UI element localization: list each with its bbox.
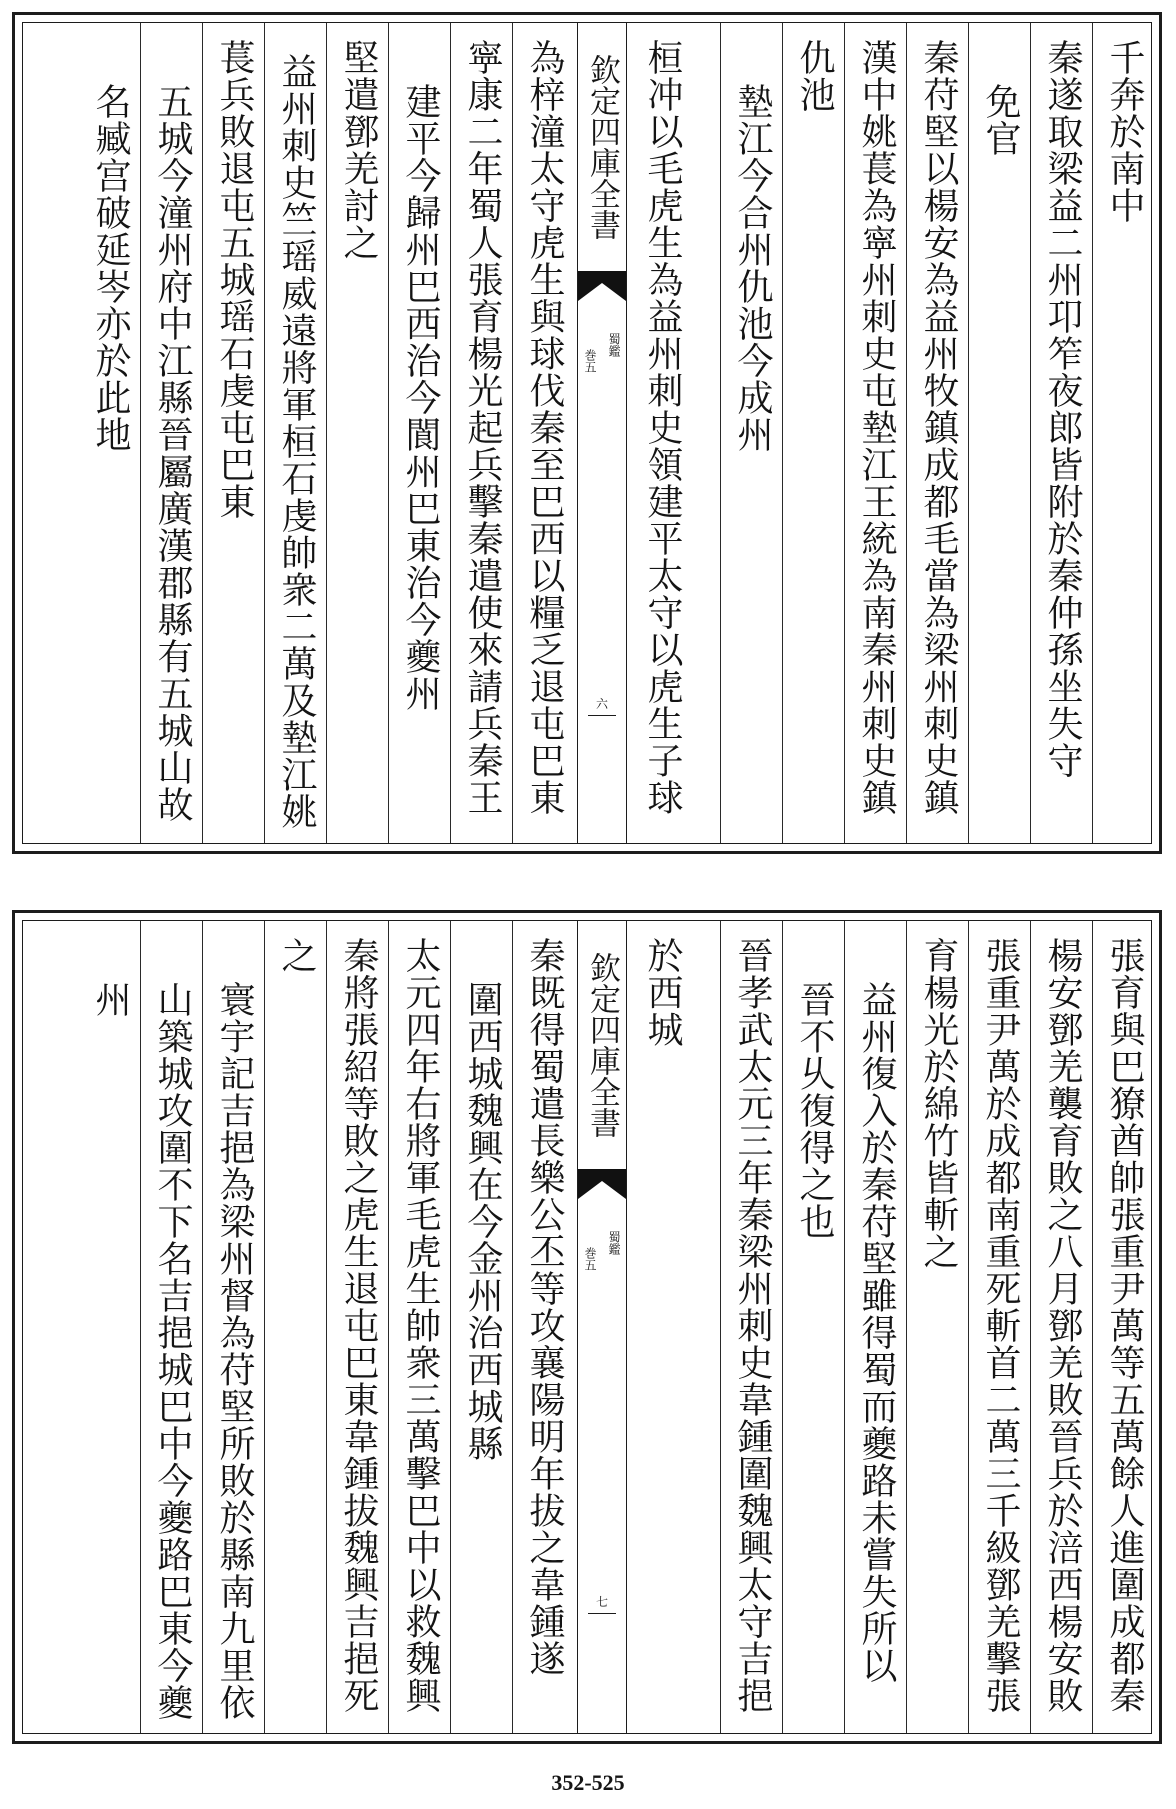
column-rule <box>388 23 389 843</box>
text-column: 墊江今合州仇池今成州 <box>732 83 773 453</box>
text-column: 於西城 <box>642 937 683 1048</box>
text-column: 免官 <box>980 83 1021 157</box>
text-column: 育楊光於綿竹皆斬之 <box>918 937 959 1270</box>
text-column: 張育與巴獠酋帥張重尹萬等五萬餘人進圍成都秦 <box>1104 937 1145 1714</box>
column-rule <box>512 921 513 1733</box>
fishtail-mark-icon <box>578 1169 626 1203</box>
text-column: 仇池 <box>794 39 835 113</box>
text-column: 桓冲以毛虎生為益州刺史領建平太守以虎生子球 <box>642 39 683 816</box>
text-column: 山築城攻圍不下名吉挹城巴中今夔路巴東今夔 <box>152 981 193 1721</box>
gutter-page-number: 七 <box>595 1595 608 1609</box>
text-column: 堅遣鄧羌討之 <box>338 39 379 261</box>
text-column: 張重尹萬於成都南重死斬首二萬三千級鄧羌擊張 <box>980 937 1021 1714</box>
text-column: 秦苻堅以楊安為益州牧鎮成都毛當為梁州刺史鎮 <box>918 39 959 816</box>
bottom-page-text-block <box>22 920 1152 1734</box>
column-rule <box>720 23 721 843</box>
text-column: 晉不乆復得之也 <box>794 981 835 1240</box>
top-page-text-block <box>22 22 1152 844</box>
column-rule <box>326 23 327 843</box>
text-column: 寜康二年蜀人張育楊光起兵擊秦遣使來請兵秦王 <box>462 39 503 816</box>
column-rule <box>140 23 141 843</box>
text-column: 千奔於南中 <box>1104 39 1145 224</box>
text-column: 五城今潼州府中江縣晉屬廣漢郡縣有五城山故 <box>152 83 193 823</box>
text-column: 益州復入於秦苻堅雖得蜀而夔路未嘗失所以 <box>856 981 897 1684</box>
text-column: 之 <box>276 937 317 974</box>
text-column: 秦將張紹等敗之虎生退屯巴東韋鍾拔魏興吉挹死 <box>338 937 379 1714</box>
column-rule <box>264 921 265 1733</box>
column-rule <box>1092 921 1093 1733</box>
text-column: 晉孝武太元三年秦梁州刺史韋鍾圍魏興太守吉挹 <box>732 937 773 1714</box>
column-rule <box>202 23 203 843</box>
column-rule <box>388 921 389 1733</box>
text-column: 秦既得蜀遣長樂公丕等攻襄陽明年拔之韋鍾遂 <box>524 937 565 1677</box>
text-column: 寰宇記吉挹為梁州督為苻堅所敗於縣南九里依 <box>214 981 255 1721</box>
column-rule <box>906 921 907 1733</box>
column-rule <box>140 921 141 1733</box>
column-rule <box>720 921 721 1733</box>
column-rule <box>264 23 265 843</box>
text-column: 圍西城魏興在今金州治西城縣 <box>462 981 503 1462</box>
column-rule <box>326 921 327 1733</box>
gutter-book-title: 蜀鑑 <box>607 333 621 357</box>
gutter-juan-number: 巻五 <box>583 1247 597 1271</box>
bottom-page-frame <box>12 910 1162 1744</box>
text-column: 萇兵敗退屯五城瑶石虔屯巴東 <box>214 39 255 520</box>
text-column: 州 <box>90 981 131 1018</box>
page-gutter <box>577 921 627 1733</box>
gutter-book-title: 蜀鑑 <box>607 1231 621 1255</box>
text-column: 漢中姚萇為寜州刺史屯墊江王統為南秦州刺史鎮 <box>856 39 897 816</box>
column-rule <box>844 921 845 1733</box>
gutter-divider <box>588 715 616 716</box>
fishtail-mark-icon <box>578 271 626 305</box>
top-page-frame <box>12 12 1162 854</box>
column-rule <box>906 23 907 843</box>
text-column: 名臧宫破延岑亦於此地 <box>90 83 131 453</box>
column-rule <box>968 921 969 1733</box>
column-rule <box>782 23 783 843</box>
text-column: 秦遂取梁益二州卭笮夜郎皆附於秦仲孫坐失守 <box>1042 39 1083 779</box>
page-gutter <box>577 23 627 843</box>
text-column: 太元四年右將軍毛虎生帥衆三萬擊巴中以救魏興 <box>400 937 441 1714</box>
text-column: 益州刺史竺瑶威遠將軍桓石虔帥衆二萬及墊江姚 <box>276 53 317 830</box>
column-rule <box>450 921 451 1733</box>
column-rule <box>1092 23 1093 843</box>
gutter-title: 欽定四庫全書 <box>584 952 620 1138</box>
column-rule <box>1030 23 1031 843</box>
column-rule <box>512 23 513 843</box>
text-column: 為梓潼太守虎生與球伐秦至巴西以糧乏退屯巴東 <box>524 39 565 816</box>
gutter-divider <box>588 1613 616 1614</box>
column-rule <box>202 921 203 1733</box>
column-rule <box>1030 921 1031 1733</box>
gutter-page-number: 六 <box>595 697 608 711</box>
text-column: 建平今歸州巴西治今閬州巴東治今夔州 <box>400 83 441 712</box>
column-rule <box>844 23 845 843</box>
gutter-title: 欽定四庫全書 <box>584 54 620 240</box>
reprint-page-code: 352-525 <box>551 1770 625 1795</box>
column-rule <box>782 921 783 1733</box>
column-rule <box>450 23 451 843</box>
gutter-juan-number: 巻五 <box>583 349 597 373</box>
text-column: 楊安鄧羌襲育敗之八月鄧羌敗晉兵於涪西楊安敗 <box>1042 937 1083 1714</box>
column-rule <box>968 23 969 843</box>
